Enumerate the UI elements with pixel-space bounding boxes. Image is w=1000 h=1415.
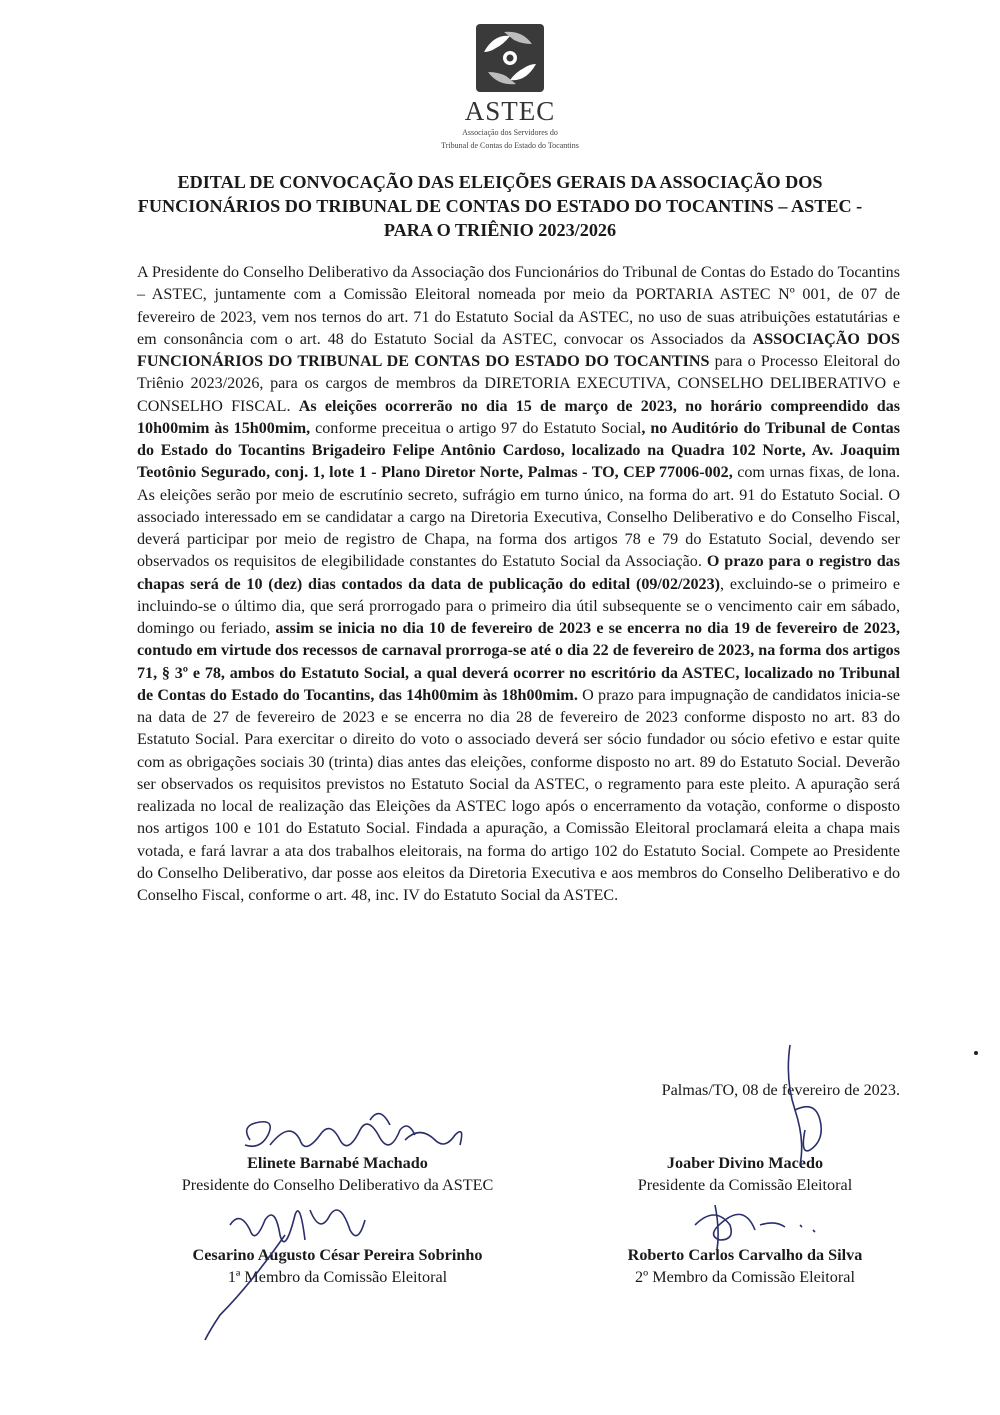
signatory-role: Presidente da Comissão Eleitoral — [637, 1176, 853, 1194]
body-bold-segment: ASSOCIAÇÃO DOS FUNCIONÁRIOS DO TRIBUNAL DE CONTAS DO ESTADO DO TOCANTINS — [137, 330, 900, 370]
title-line-1: EDITAL DE CONVOCAÇÃO DAS ELEIÇÕES GERAIS DA ASSOCIAÇÃO DOS — [177, 172, 823, 192]
place-date: Palmas/TO, 08 de fevereiro de 2023. — [661, 1081, 900, 1099]
body-bold-segment: O prazo para o registro das chapas será de 10 (dez) dias contados da data de publicação do edital (09/02/2023) — [137, 553, 900, 593]
signatory-name: Roberto Carlos Carvalho da Silva — [627, 1246, 863, 1264]
body-bold-segment: assim se inicia no dia 10 de fevereiro de 2023 e se encerra no dia 19 de fevereiro de 2023, contudo em virtude dos recessos de carnaval prorroga-se até o dia 22 de fevereiro de 2023, na forma dos artigos 71, § 3º e 78, ambos do Estatuto Social, a qual deverá ocorrer no escritório da ASTEC, localizado no Tribunal de Contas do Estado do Tocantins, das 14h00mim às 18h00mim. — [137, 620, 900, 704]
body-text-segment: conforme preceitua o artigo 97 do Estatuto Social — [310, 419, 642, 437]
signatory-name: Cesarino Augusto César Pereira Sobrinho — [192, 1246, 483, 1264]
body-text-segment: para o Processo Eleitoral do Triênio 2023/2026, para os cargos de membros da DIRETORIA EXECUTIVA, CONSELHO DELIBERATIVO e CONSELHO FISCAL. — [137, 353, 901, 415]
title-line-2: FUNCIONÁRIOS DO TRIBUNAL DE CONTAS DO ESTADO DO TOCANTINS – ASTEC - — [137, 196, 863, 216]
document-title — [110, 170, 890, 242]
signatory-name: Elinete Barnabé Machado — [247, 1154, 428, 1172]
signatory-name: Joaber Divino Macedo — [666, 1154, 824, 1172]
body-bold-segment: As eleições ocorrerão no dia 15 de março de 2023, no horário compreendido das 10h00mim às 15h00mim, — [137, 397, 900, 437]
edital-body — [137, 262, 900, 907]
body-text-segment: , excluindo-se o primeiro e incluindo-se o último dia, que será prorrogado para o primeiro dia útil subsequente se o vencimento cair em sábado, domingo ou feriado, — [137, 575, 900, 637]
logo-subtitle-line-1: Associação dos Servidores do — [462, 128, 558, 137]
handwritten-signature-icon — [770, 1040, 840, 1170]
signatory-role: 1ª Membro da Comissão Eleitoral — [227, 1268, 448, 1286]
stray-mark — [974, 1051, 978, 1055]
title-line-3: PARA O TRIÊNIO 2023/2026 — [383, 220, 617, 240]
signature-block-second-member — [595, 1244, 895, 1288]
signature-block-first-member — [150, 1244, 525, 1288]
logo-name: ASTEC — [464, 96, 556, 126]
body-bold-segment: , no Auditório do Tribunal de Contas do Estado do Tocantins Brigadeiro Felipe Antônio Cardoso, localizado na Quadra 102 Norte, Av. Joaquim Teotônio Segurado, conj. 1, lote 1 - Plano Diretor Norte, Palmas - TO, CEP 77006-002, — [137, 419, 900, 482]
signatory-role: 2º Membro da Comissão Eleitoral — [635, 1268, 855, 1286]
signature-block-president-council — [150, 1152, 525, 1196]
body-text-segment: A Presidente do Conselho Deliberativo da Associação dos Funcionários do Tribunal de Contas do Estado do Tocantins – ASTEC, juntamente com a Comissão Eleitoral nomeada por meio da PORTARIA ASTEC Nº 001, de 07 de fevereiro de 2023, vem nos ternos do art. 71 do Estatuto Social da ASTEC, no uso de suas atribuições estatutárias e em consonância com o art. 48 do Estatuto Social da ASTEC, convocar os Associados da — [137, 264, 900, 348]
astec-hands-emblem-icon — [474, 22, 546, 94]
logo-subtitle-line-2: Tribunal de Contas do Estado do Tocantins — [441, 141, 579, 150]
body-text-segment: O prazo para impugnação de candidatos inicia-se na data de 27 de fevereiro de 2023 e se encerra no dia 28 de fevereiro de 2023 conforme disposto no art. 83 do Estatuto Social. Para exercitar o direito do voto o associado deverá ser sócio fundador ou sócio efetivo e estar quite com as obrigações sociais 30 (trinta) dias antes das eleições, conforme disposto no art. 89 do Estatuto Social. Deverão ser observados os requisitos previstos no Estatuto Social da ASTEC, o regramento para este pleito. A apuração será realizada no local de realização das Eleições da ASTEC logo após o encerramento da votação, conforme o disposto nos artigos 100 e 101 do Estatuto Social. Findada a apuração, a Comissão Eleitoral proclamará eleita a chapa mais votada, e fará lavrar a ata dos trabalhos eleitorais, na forma do artigo 102 do Estatuto Social. Compete ao Presidente do Conselho Deliberativo, dar posse aos eleitos da Diretoria Executiva e aos membros do Conselho Deliberativo e do Conselho Fiscal, conforme o art. 48, inc. IV do Estatuto Social da ASTEC. — [137, 686, 900, 904]
signature-block-president-commission — [605, 1152, 885, 1196]
body-text-segment: com urnas fixas, de lona. As eleições serão por meio de escrutínio secreto, sufrágio em turno único, na forma do art. 91 do Estatuto Social. O associado interessado em se candidatar a cargo na Diretoria Executiva, Conselho Deliberativo e do Conselho Fiscal, deverá participar por meio de registro de Chapa, na forma dos artigos 78 e 79 do Estatuto Social, devendo ser observados os requisitos de elegibilidade constantes do Estatuto Social da Associação. — [137, 464, 900, 571]
signatory-role: Presidente do Conselho Deliberativo da ASTEC — [181, 1176, 494, 1194]
astec-logo — [420, 22, 600, 151]
